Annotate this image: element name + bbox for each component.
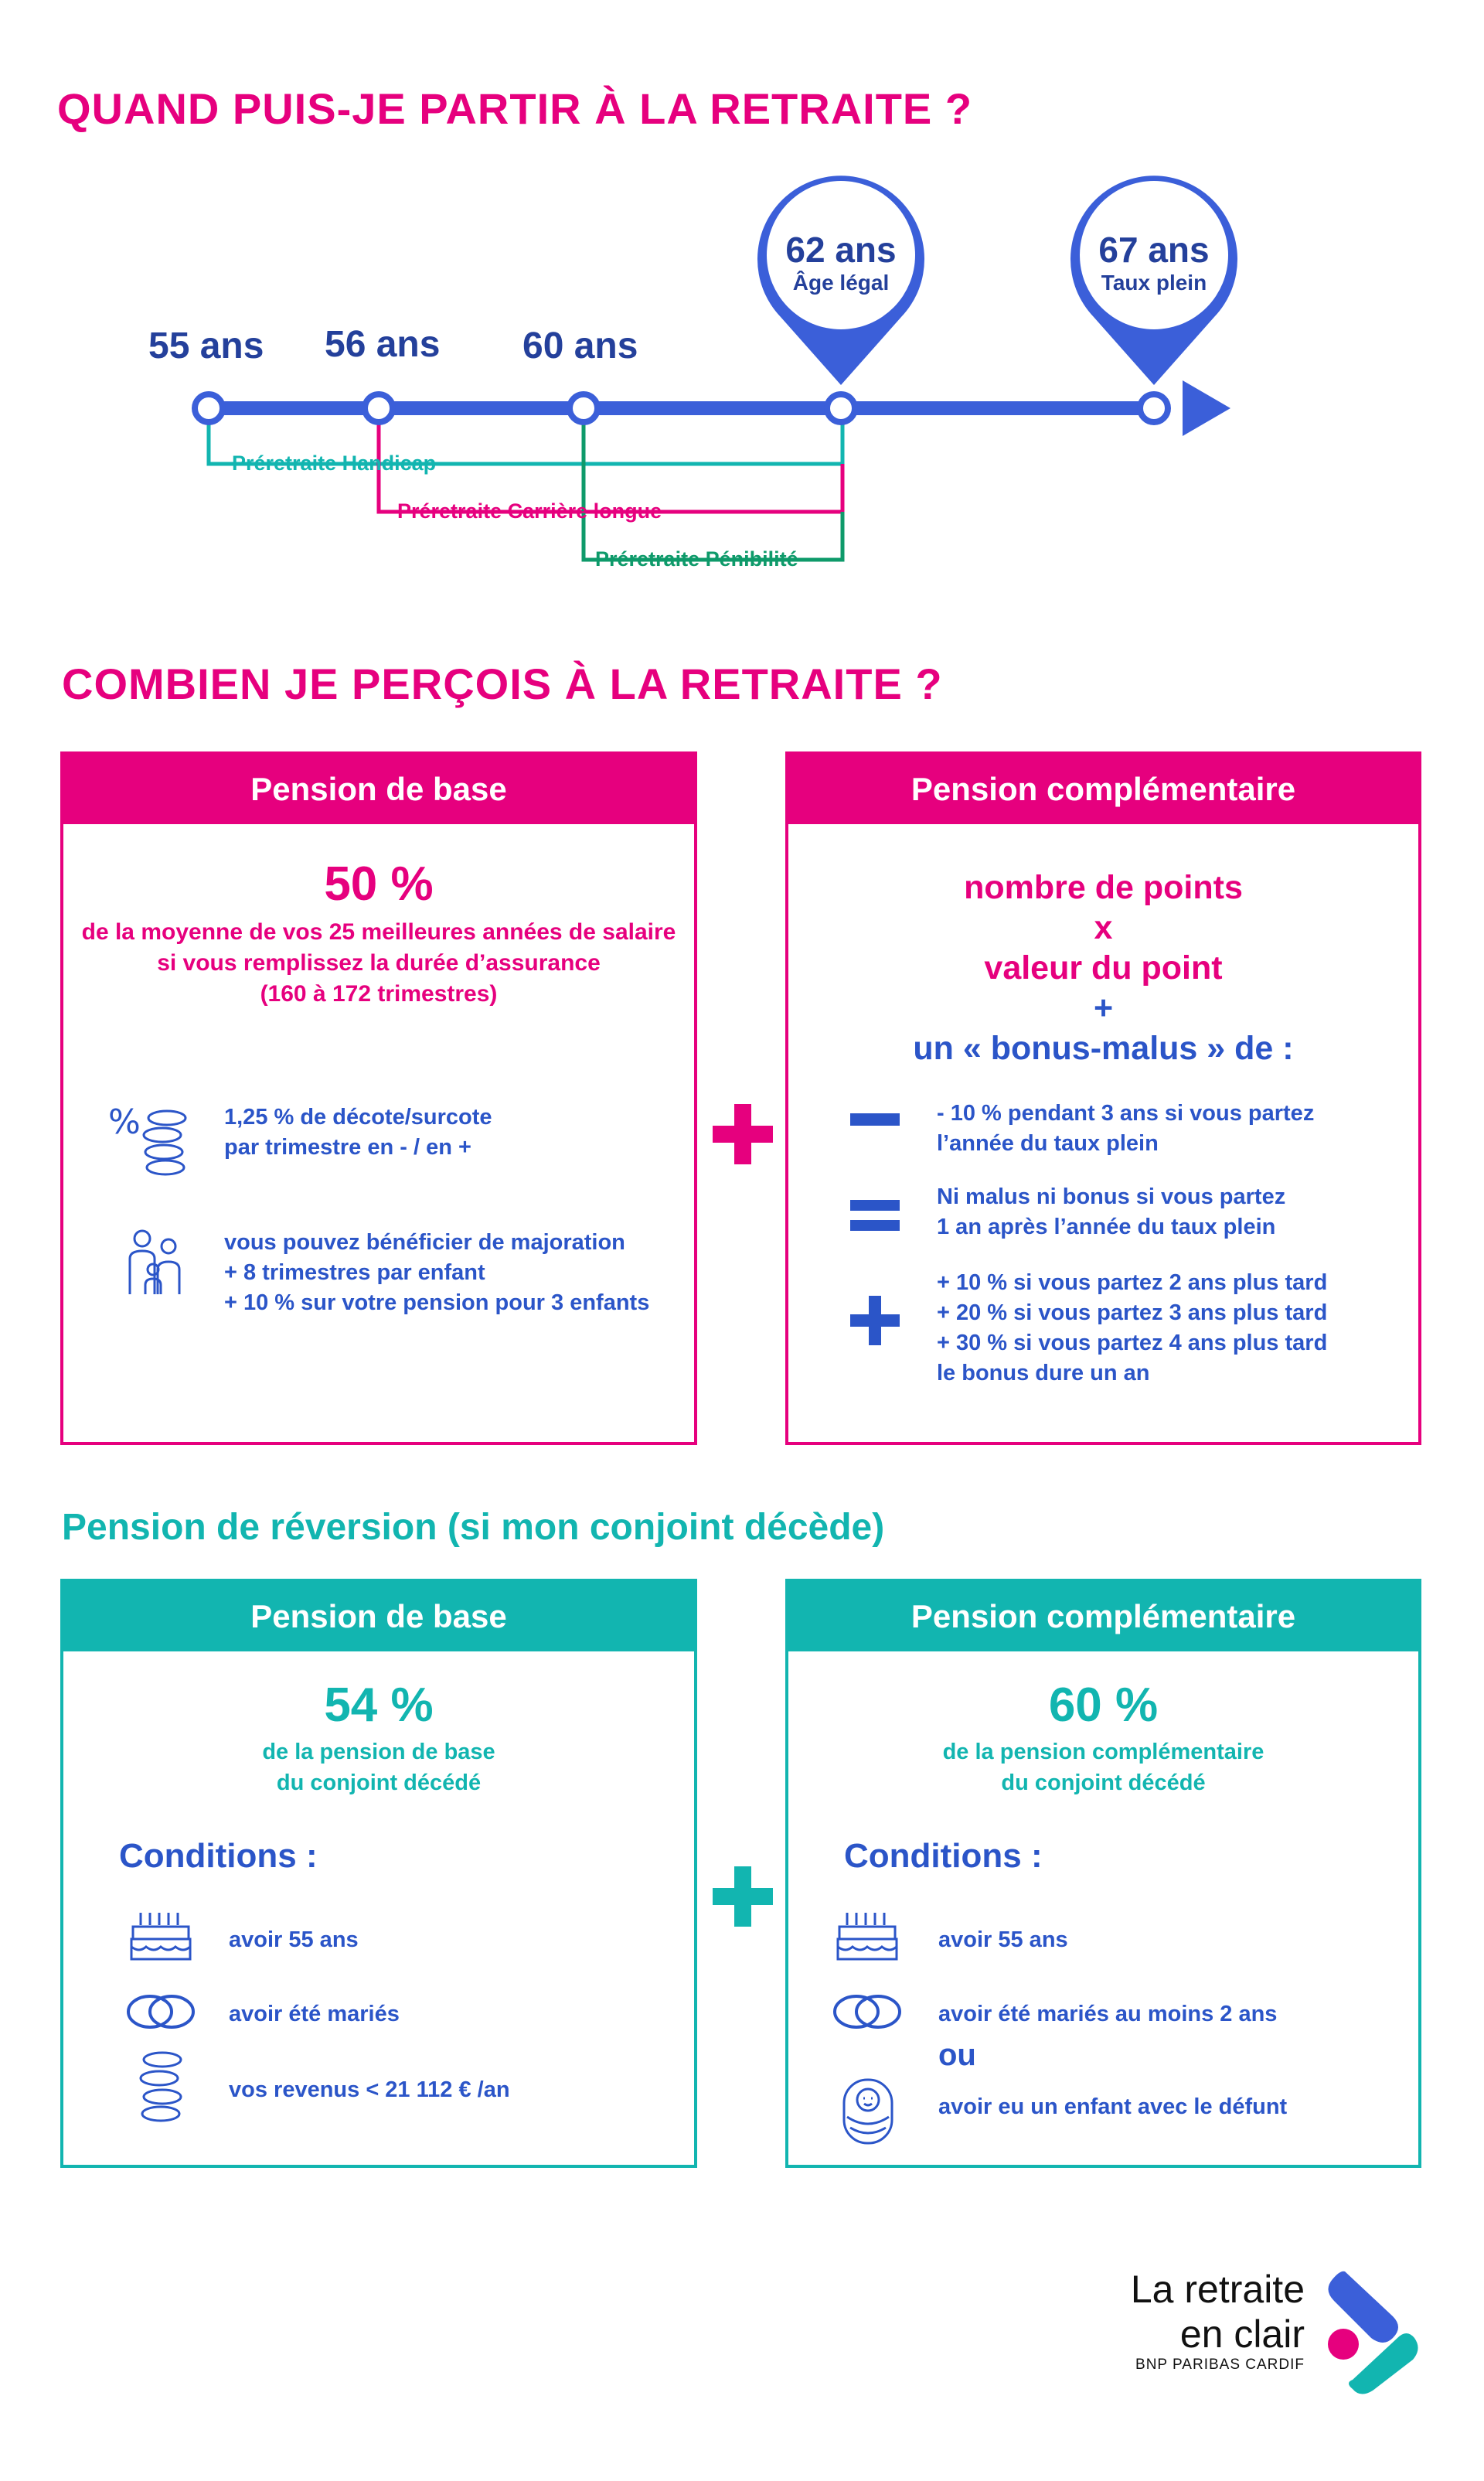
pin-full (1080, 229, 1228, 295)
decote-text (224, 1102, 492, 1163)
logo-line2: en clair (1179, 2312, 1305, 2356)
bonus-line2: + 20 % si vous partez 3 ans plus tard (937, 1300, 1328, 1325)
pin-legal (767, 229, 915, 295)
base-percent: 50 % (324, 857, 434, 911)
branch-carriere-line (379, 410, 842, 512)
malus-line2: l’année du taux plein (937, 1131, 1159, 1156)
age-60: 60 ans (522, 325, 638, 366)
minus-icon (850, 1110, 900, 1129)
node-56 (365, 394, 393, 422)
brand-logo-icon (1323, 2264, 1424, 2395)
reversion-comp-desc-line2: du conjoint décédé (1001, 1770, 1206, 1795)
reversion-base-box (60, 1579, 697, 2168)
logo-subtitle: BNP PARIBAS CARDIF (1135, 2357, 1305, 2373)
base-pension-box (60, 751, 697, 1445)
reversion-comp-cond3: avoir eu un enfant avec le défunt (938, 2094, 1288, 2119)
reversion-base-desc (63, 1736, 694, 1798)
branch-handicap-label: Préretraite Handicap (232, 452, 437, 475)
plus-sign-pink (710, 1101, 776, 1167)
malus-text (937, 1099, 1314, 1159)
base-description (63, 917, 694, 1010)
svg-text:%: % (108, 1102, 141, 1142)
reversion-base-header: Pension de base (63, 1582, 694, 1651)
reversion-comp-ou: ou (938, 2038, 976, 2072)
bonus-line4: le bonus dure un an (937, 1361, 1150, 1385)
percent-coins-icon (107, 1095, 192, 1180)
section3-title: Pension de réversion (si mon conjoint décède) (62, 1507, 885, 1548)
node-67 (1140, 394, 1168, 422)
node-62 (827, 394, 855, 422)
reversion-comp-desc (788, 1736, 1418, 1798)
reversion-comp-conditions: Conditions : (844, 1837, 1043, 1875)
reversion-base-desc-line2: du conjoint décédé (276, 1770, 482, 1795)
equal-icon (850, 1198, 900, 1232)
pin-legal-age: 62 ans (785, 230, 897, 270)
timeline-arrow-icon (1183, 380, 1230, 436)
pin-full-label: Taux plein (1101, 271, 1207, 295)
base-desc-line3: (160 à 172 trimestres) (260, 981, 498, 1007)
reversion-comp-desc-line1: de la pension complémentaire (942, 1740, 1264, 1764)
neutral-line1: Ni malus ni bonus si vous partez (937, 1184, 1286, 1209)
reversion-comp-box (785, 1579, 1421, 2168)
plus-sign-teal (710, 1863, 776, 1930)
baby-icon (841, 2077, 895, 2146)
section1-title: QUAND PUIS-JE PARTIR À LA RETRAITE ? (57, 84, 973, 133)
formula-value: valeur du point (984, 949, 1223, 987)
wedding-rings-icon (830, 1987, 904, 2036)
branch-penibilite-line (584, 410, 842, 560)
majoration-line3: + 10 % sur votre pension pour 3 enfants (224, 1290, 650, 1315)
reversion-base-cond3: vos revenus < 21 112 € /an (229, 2077, 510, 2102)
birthday-cake-icon (128, 1910, 193, 1964)
logo-line1: La retraite (1130, 2268, 1305, 2311)
section2-title: COMBIEN JE PERÇOIS À LA RETRAITE ? (62, 659, 943, 708)
reversion-comp-percent: 60 % (1048, 1678, 1159, 1732)
node-60 (570, 394, 597, 422)
reversion-base-percent: 54 % (324, 1678, 434, 1732)
malus-line1: - 10 % pendant 3 ans si vous partez (937, 1101, 1315, 1126)
majoration-text (224, 1228, 649, 1318)
reversion-comp-cond1: avoir 55 ans (938, 1927, 1068, 1952)
birthday-cake-icon (835, 1910, 900, 1964)
reversion-comp-header: Pension complémentaire (788, 1582, 1418, 1651)
brand-logo-text (1096, 2267, 1305, 2374)
base-pension-header: Pension de base (63, 755, 694, 824)
formula-points: nombre de points (964, 869, 1243, 906)
neutral-text (937, 1182, 1285, 1242)
base-desc-line1: de la moyenne de vos 25 meilleures années de salaire (81, 919, 676, 945)
bonus-line1: + 10 % si vous partez 2 ans plus tard (937, 1270, 1328, 1295)
decote-line1: 1,25 % de décote/surcote (224, 1105, 492, 1130)
decote-line2: par trimestre en - / en + (224, 1135, 471, 1160)
family-icon (125, 1228, 187, 1297)
node-55 (195, 394, 223, 422)
majoration-line2: + 8 trimestres par enfant (224, 1260, 485, 1285)
majoration-line1: vous pouvez bénéficier de majoration (224, 1230, 625, 1255)
bonus-line3: + 30 % si vous partez 4 ans plus tard (937, 1331, 1328, 1355)
branch-carriere-label: Préretraite Carrière longue (397, 499, 662, 523)
formula-times: x (1094, 909, 1113, 946)
wedding-rings-icon (124, 1987, 198, 2036)
age-56: 56 ans (325, 324, 441, 365)
neutral-line2: 1 an après l’année du taux plein (937, 1215, 1276, 1239)
comp-pension-box (785, 751, 1421, 1445)
formula-plus: + (1093, 990, 1114, 1027)
bonus-text (937, 1268, 1327, 1389)
plus-icon (850, 1296, 900, 1345)
timeline-graphic (0, 170, 1484, 588)
formula-bonus-malus: un « bonus-malus » de : (913, 1030, 1294, 1067)
reversion-base-desc-line1: de la pension de base (262, 1740, 495, 1764)
reversion-base-cond1: avoir 55 ans (229, 1927, 359, 1952)
reversion-comp-cond2: avoir été mariés au moins 2 ans (938, 2002, 1278, 2026)
pin-full-age: 67 ans (1098, 230, 1210, 270)
coins-icon (138, 2049, 187, 2126)
age-55: 55 ans (148, 325, 264, 366)
pin-legal-label: Âge légal (792, 271, 890, 295)
reversion-base-conditions: Conditions : (119, 1837, 318, 1875)
branch-penibilite-label: Préretraite Pénibilité (595, 547, 798, 571)
comp-pension-header: Pension complémentaire (788, 755, 1418, 824)
reversion-base-cond2: avoir été mariés (229, 2002, 400, 2026)
base-desc-line2: si vous remplissez la durée d’assurance (157, 950, 601, 976)
